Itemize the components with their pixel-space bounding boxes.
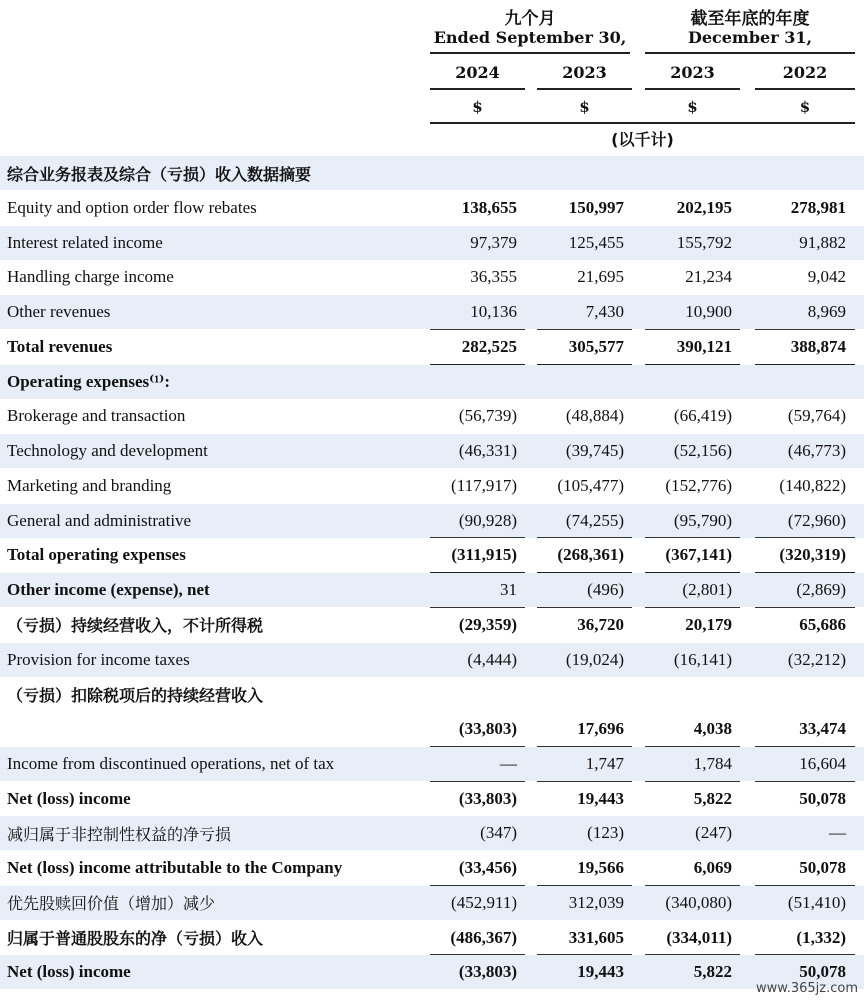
value-cell: 6,069 xyxy=(693,858,732,877)
value-cell: (347) xyxy=(480,823,517,843)
value-cell: (33,803) xyxy=(458,962,517,982)
row-label: Total revenues xyxy=(7,336,113,356)
value-cell: (340,080) xyxy=(665,892,732,912)
row-label: Interest related income xyxy=(7,232,163,252)
value-cell: (74,255) xyxy=(565,510,624,530)
column-rule xyxy=(537,607,632,608)
value-cell: (29,359) xyxy=(458,614,517,634)
value-cell: 278,981 xyxy=(790,197,846,217)
table-row xyxy=(0,712,864,746)
value-cell: (268,361) xyxy=(557,545,624,565)
value-cell: (66,419) xyxy=(673,406,732,426)
row-label: （亏损）扣除税项后的持续经营收入 xyxy=(7,685,264,705)
value-cell: 16,604 xyxy=(799,753,846,773)
value-cell: 19,566 xyxy=(577,858,624,877)
year-rule-1 xyxy=(430,88,525,90)
value-cell: (123) xyxy=(587,823,624,843)
watermark: www.365jz.com xyxy=(756,981,858,996)
value-cell: (90,928) xyxy=(458,510,517,530)
table-row xyxy=(0,851,864,885)
currency-col-1: $ xyxy=(472,98,483,116)
value-cell: 21,234 xyxy=(685,267,732,287)
column-rule xyxy=(755,885,855,886)
column-rule xyxy=(430,954,525,955)
row-label: 优先股赎回价值（增加）减少 xyxy=(7,894,216,914)
value-cell: (117,917) xyxy=(451,475,517,495)
value-cell: 5,822 xyxy=(693,788,732,808)
column-rule xyxy=(430,746,525,747)
value-cell: 31 xyxy=(500,580,517,599)
value-cell: (33,803) xyxy=(458,719,517,738)
table-row xyxy=(0,782,864,816)
value-cell: (311,915) xyxy=(451,545,517,565)
row-label: Total operating expenses xyxy=(7,545,186,565)
row-label: Provision for income taxes xyxy=(7,649,190,669)
value-cell: 10,136 xyxy=(470,302,517,321)
value-cell: 21,695 xyxy=(577,267,624,287)
table-row xyxy=(0,747,864,781)
value-cell: (496) xyxy=(587,580,624,599)
table-row xyxy=(0,156,864,190)
table-row xyxy=(0,434,864,468)
table-row xyxy=(0,573,864,607)
value-cell: 50,078 xyxy=(799,858,846,877)
column-rule xyxy=(537,954,632,955)
year-col-4: 2022 xyxy=(782,63,828,82)
column-rule xyxy=(755,954,855,955)
value-cell: (33,803) xyxy=(458,788,517,808)
value-cell: (59,764) xyxy=(787,406,846,426)
value-cell: 19,443 xyxy=(577,788,624,808)
year-col-3: 2023 xyxy=(670,63,715,82)
column-rule xyxy=(430,607,525,608)
value-cell: 97,379 xyxy=(470,232,517,252)
table-row xyxy=(0,886,864,920)
value-cell: (486,367) xyxy=(450,927,517,947)
value-cell: 50,078 xyxy=(799,788,846,808)
column-rule xyxy=(755,746,855,747)
value-cell: (33,456) xyxy=(458,858,517,877)
value-cell: 5,822 xyxy=(693,962,732,982)
row-label: Net (loss) income attributable to the Company xyxy=(7,858,343,877)
table-row xyxy=(0,469,864,503)
value-cell: 305,577 xyxy=(568,336,624,356)
value-cell: 36,355 xyxy=(470,267,517,287)
currency-col-2: $ xyxy=(579,98,590,116)
value-cell: (2,869) xyxy=(796,580,846,599)
row-label: Other income (expense), net xyxy=(7,580,210,599)
row-label: 综合业务报表及综合（亏损）收入数据摘要 xyxy=(7,164,312,184)
table-row xyxy=(0,226,864,260)
row-label: Marketing and branding xyxy=(7,475,172,495)
value-cell: (52,156) xyxy=(673,441,732,460)
unit-note: (以千计) xyxy=(611,130,674,149)
column-rule xyxy=(537,746,632,747)
value-cell: 282,525 xyxy=(461,336,517,356)
value-cell: 150,997 xyxy=(568,197,624,217)
value-cell: 331,605 xyxy=(568,927,624,947)
value-cell: 7,430 xyxy=(585,302,624,321)
value-cell: (32,212) xyxy=(787,649,846,669)
value-cell: — xyxy=(500,753,517,773)
group1-title: 九个月 xyxy=(504,9,556,29)
value-cell: (452,911) xyxy=(451,892,517,912)
value-cell: 20,179 xyxy=(685,614,732,634)
value-cell: 17,696 xyxy=(577,719,624,738)
value-cell: 125,455 xyxy=(568,232,624,252)
value-cell: (48,884) xyxy=(565,406,624,426)
group1-subtitle: Ended September 30, xyxy=(433,28,627,47)
table-row xyxy=(0,643,864,677)
table-row xyxy=(0,608,864,642)
value-cell: 8,969 xyxy=(807,302,846,321)
table-row xyxy=(0,955,864,989)
year-rule-4 xyxy=(755,88,855,90)
value-cell: (320,319) xyxy=(779,545,846,565)
value-cell: (4,444) xyxy=(467,649,517,669)
year-col-1: 2024 xyxy=(455,63,500,82)
column-rule xyxy=(645,746,740,747)
year-rule-3 xyxy=(645,88,740,90)
value-cell: 312,039 xyxy=(568,892,624,912)
row-label: （亏损）持续经营收入，不计所得税 xyxy=(7,616,264,636)
value-cell: (51,410) xyxy=(787,892,846,912)
row-label: Income from discontinued operations, net of tax xyxy=(7,753,335,773)
value-cell: (72,960) xyxy=(787,510,846,530)
group2-subtitle: December 31, xyxy=(687,28,813,47)
year-col-2: 2023 xyxy=(562,63,607,82)
row-label: General and administrative xyxy=(7,510,192,530)
group1-header-rule xyxy=(430,52,630,54)
value-cell: (16,141) xyxy=(673,649,732,669)
value-cell: (367,141) xyxy=(665,545,732,565)
table-row xyxy=(0,191,864,225)
value-cell: 155,792 xyxy=(676,232,732,252)
value-cell: 202,195 xyxy=(676,197,732,217)
column-rule xyxy=(537,885,632,886)
value-cell: (105,477) xyxy=(557,475,624,495)
table-row xyxy=(0,816,864,850)
column-rule xyxy=(430,885,525,886)
column-rule xyxy=(645,885,740,886)
table-row xyxy=(0,399,864,433)
row-label: 归属于普通股股东的净（亏损）收入 xyxy=(7,929,264,948)
value-cell: 138,655 xyxy=(461,197,517,217)
value-cell: 10,900 xyxy=(685,302,732,321)
row-label: Handling charge income xyxy=(7,267,174,287)
value-cell: (46,773) xyxy=(787,441,846,460)
group2-title: 截至年底的年度 xyxy=(690,9,810,29)
currency-col-3: $ xyxy=(687,98,698,116)
table-row xyxy=(0,677,864,711)
table-row xyxy=(0,330,864,364)
value-cell: 65,686 xyxy=(799,614,846,634)
value-cell: (334,011) xyxy=(666,927,732,947)
value-cell: 50,078 xyxy=(799,962,846,982)
value-cell: (46,331) xyxy=(458,441,517,460)
currency-col-4: $ xyxy=(799,98,811,116)
row-label: Operating expenses⁽¹⁾: xyxy=(7,371,171,391)
group2-header-rule xyxy=(645,52,855,54)
column-rule xyxy=(645,954,740,955)
value-cell: 4,038 xyxy=(693,719,732,738)
value-cell: (247) xyxy=(695,823,732,843)
value-cell: — xyxy=(829,823,846,843)
row-label: Brokerage and transaction xyxy=(7,406,186,426)
value-cell: 36,720 xyxy=(577,614,624,634)
value-cell: (1,332) xyxy=(796,927,846,947)
table-row xyxy=(0,295,864,329)
row-label: Equity and option order flow rebates xyxy=(7,197,257,217)
value-cell: (2,801) xyxy=(682,580,732,599)
value-cell: (140,822) xyxy=(779,475,846,495)
value-cell: 1,784 xyxy=(693,753,732,773)
value-cell: 1,747 xyxy=(585,753,624,773)
value-cell: 91,882 xyxy=(799,232,846,252)
table-row xyxy=(0,538,864,572)
row-label: Net (loss) income xyxy=(7,788,131,808)
currency-rule xyxy=(430,122,855,124)
table-row xyxy=(0,504,864,538)
table-row xyxy=(0,921,864,955)
value-cell: (39,745) xyxy=(565,441,624,460)
year-rule-2 xyxy=(537,88,632,90)
row-label: Net (loss) income xyxy=(7,962,131,982)
value-cell: 9,042 xyxy=(807,267,846,287)
table-row xyxy=(0,260,864,294)
column-rule xyxy=(645,607,740,608)
table-row xyxy=(0,365,864,399)
value-cell: (19,024) xyxy=(565,649,624,669)
column-rule xyxy=(755,607,855,608)
value-cell: 390,121 xyxy=(676,336,732,356)
value-cell: 388,874 xyxy=(790,336,846,356)
value-cell: 19,443 xyxy=(577,962,624,982)
value-cell: (152,776) xyxy=(665,475,732,495)
row-label: Technology and development xyxy=(7,441,208,460)
value-cell: (56,739) xyxy=(458,406,517,426)
value-cell: (95,790) xyxy=(673,510,732,530)
row-label: 减归属于非控制性权益的净亏损 xyxy=(7,824,232,844)
row-label: Other revenues xyxy=(7,302,111,321)
value-cell: 33,474 xyxy=(799,719,846,738)
